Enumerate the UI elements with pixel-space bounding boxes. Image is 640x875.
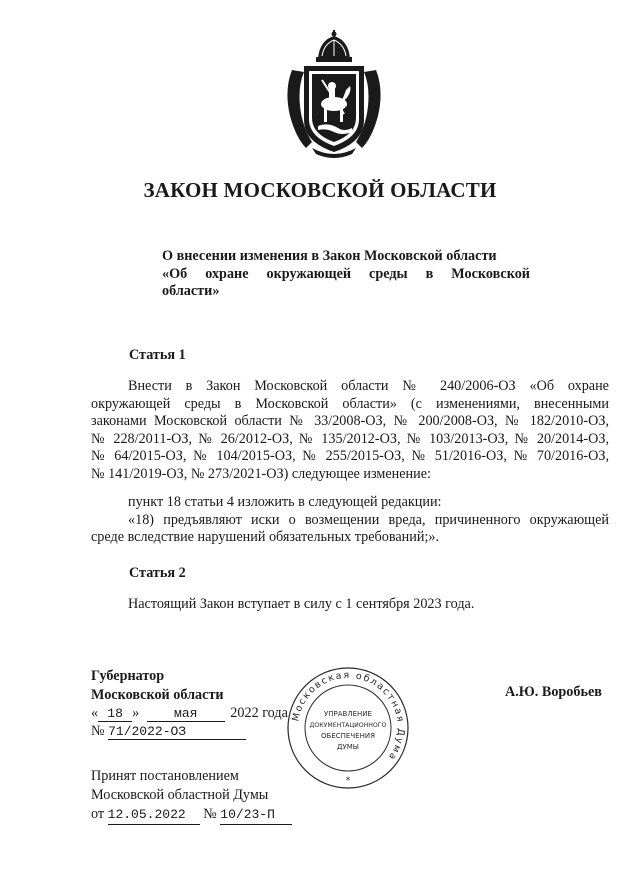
date-open-quote: « (91, 705, 99, 721)
article-1-heading: Статья 1 (129, 347, 186, 363)
paragraph-line: № 64/2015-ОЗ, № 104/2015-ОЗ, № 255/2015-ОЗ, № 51/2016-ОЗ, № 70/2016-ОЗ, (91, 448, 609, 464)
adoption-date: 12.05.2022 (108, 805, 200, 825)
law-subtitle (162, 248, 530, 301)
amendment-line: «18) предъявляют иски о возмещении вреда, причиненного окружающей (128, 511, 609, 528)
adoption-block (91, 767, 292, 825)
paragraph-line: № 228/2011-ОЗ, № 26/2012-ОЗ, № 135/2012-ОЗ, № 103/2013-ОЗ, № 20/2014-ОЗ, (91, 430, 609, 447)
signer-region: Московской области (91, 687, 224, 703)
paragraph-line: Внести в Закон Московской области № 240/2006-ОЗ «Об охране (128, 378, 609, 394)
stamp-ring-text: Московская областная Дума (290, 669, 407, 763)
stamp-center-line: ДУМЫ (337, 743, 359, 751)
date-close-quote: » (132, 705, 140, 721)
date-year: 2022 года (230, 705, 288, 721)
stamp-center-line: ОБЕСПЕЧЕНИЯ (321, 732, 375, 740)
signer-name: А.Ю. Воробьев (505, 684, 602, 700)
paragraph-line: окружающей среды в Московской области» (с изменениями, внесенными (91, 395, 609, 412)
paragraph-line: законами Московской области № 33/2008-ОЗ, № 200/2008-ОЗ, № 182/2010-ОЗ, (91, 413, 609, 429)
subtitle-line: области» (162, 283, 220, 299)
paragraph-line: № 141/2019-ОЗ, № 273/2021-ОЗ) следующее изменение: (91, 465, 431, 482)
adoption-date-line (91, 805, 292, 825)
article-1-paragraph (91, 378, 609, 483)
amendment-line: пункт 18 статьи 4 изложить в следующей редакции: (128, 494, 442, 510)
signature-block (91, 667, 224, 705)
adoption-from-label: от (91, 806, 105, 822)
signing-date (91, 705, 288, 722)
coat-of-arms-icon (282, 30, 386, 160)
law-number: 71/2022-ОЗ (108, 724, 246, 740)
date-day: 18 (98, 706, 132, 722)
number-prefix: № (91, 723, 105, 739)
subtitle-line: О внесении изменения в Закон Московской области (162, 248, 497, 264)
official-stamp (286, 666, 410, 790)
date-month: мая (147, 706, 225, 722)
signer-title: Губернатор (91, 668, 165, 684)
amendment-line: среде вследствие нарушений обязательных требований;». (91, 529, 440, 545)
law-title: ЗАКОН МОСКОВСКОЙ ОБЛАСТИ (143, 178, 497, 202)
adoption-number-prefix: № (203, 806, 217, 822)
stamp-center-line: УПРАВЛЕНИЕ (324, 710, 372, 718)
article-2-text: Настоящий Закон вступает в силу с 1 сентября 2023 года. (128, 596, 475, 612)
stamp-center-line: ДОКУМЕНТАЦИОННОГО (309, 722, 387, 729)
adoption-number: 10/23-П (220, 805, 292, 825)
adoption-line: Московской областной Думы (91, 787, 269, 803)
article-2-heading: Статья 2 (129, 565, 186, 581)
adoption-line: Принят постановлением (91, 768, 239, 784)
amendment-text (91, 494, 609, 547)
crown-icon (316, 30, 352, 62)
stamp-star-icon: * (345, 776, 351, 786)
subtitle-line: «Об охране окружающей среды в Московской (162, 265, 530, 282)
law-number-line (91, 723, 246, 740)
